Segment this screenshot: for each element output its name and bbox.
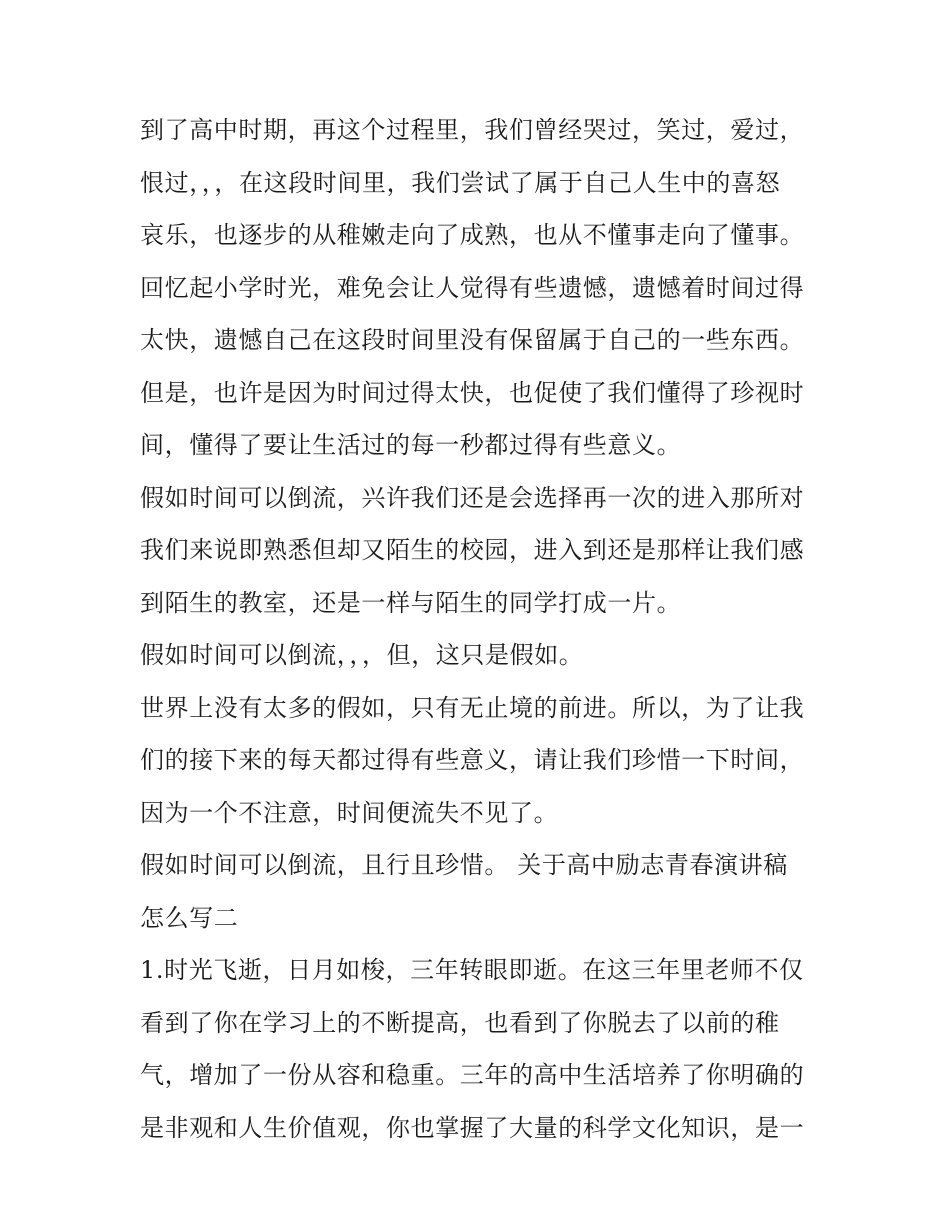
- text-line: 1.时光飞逝，日月如梭，三年转眼即逝。在这三年里老师不仅: [140, 956, 804, 984]
- text-line: 们的接下来的每天都过得有些意义，请让我们珍惜一下时间，: [140, 746, 805, 774]
- text-line: 怎么写二: [140, 903, 239, 932]
- text-line: 假如时间可以倒流，，，但，这只是假如。: [140, 641, 584, 669]
- text-line: 假如时间可以倒流，兴许我们还是会选择再一次的进入那所对: [140, 483, 805, 512]
- text-line: 太快，遗憾自己在这段时间里没有保留属于自己的一些东西。: [140, 326, 805, 354]
- text-line: 假如时间可以倒流，且行且珍惜。 关于高中励志青春演讲稿: [140, 851, 788, 879]
- text-line: 我们来说即熟悉但却又陌生的校园，进入到还是那样让我们感: [140, 536, 805, 564]
- text-line: 是非观和人生价值观，你也掌握了大量的科学文化知识，是一: [140, 1113, 805, 1142]
- text-line: 到陌生的教室，还是一样与陌生的同学打成一片。: [140, 588, 682, 617]
- text-line: 看到了你在学习上的不断提高，也看到了你脱去了以前的稚: [140, 1008, 780, 1037]
- text-line: 因为一个不注意，时间便流失不见了。: [140, 798, 559, 827]
- text-line: 到了高中时期，再这个过程里，我们曾经哭过，笑过，爱过，: [140, 116, 805, 144]
- text-line: 哀乐，也逐步的从稚嫩走向了成熟，也从不懂事走向了懂事。: [140, 221, 805, 249]
- text-line: 恨过，，，在这段时间里，我们尝试了属于自己人生中的喜怒: [140, 168, 781, 197]
- text-line: 气，增加了一份从容和稳重。三年的高中生活培养了你明确的: [140, 1061, 805, 1089]
- text-line: 回忆起小学时光，难免会让人觉得有些遗憾，遗憾着时间过得: [140, 273, 805, 302]
- text-line: 世界上没有太多的假如，只有无止境的前进。所以，为了让我: [140, 693, 805, 722]
- text-line: 间，懂得了要让生活过的每一秒都过得有些意义。: [140, 431, 682, 459]
- text-line: 但是，也许是因为时间过得太快，也促使了我们懂得了珍视时: [140, 378, 805, 407]
- body-text: [140, 104, 820, 1154]
